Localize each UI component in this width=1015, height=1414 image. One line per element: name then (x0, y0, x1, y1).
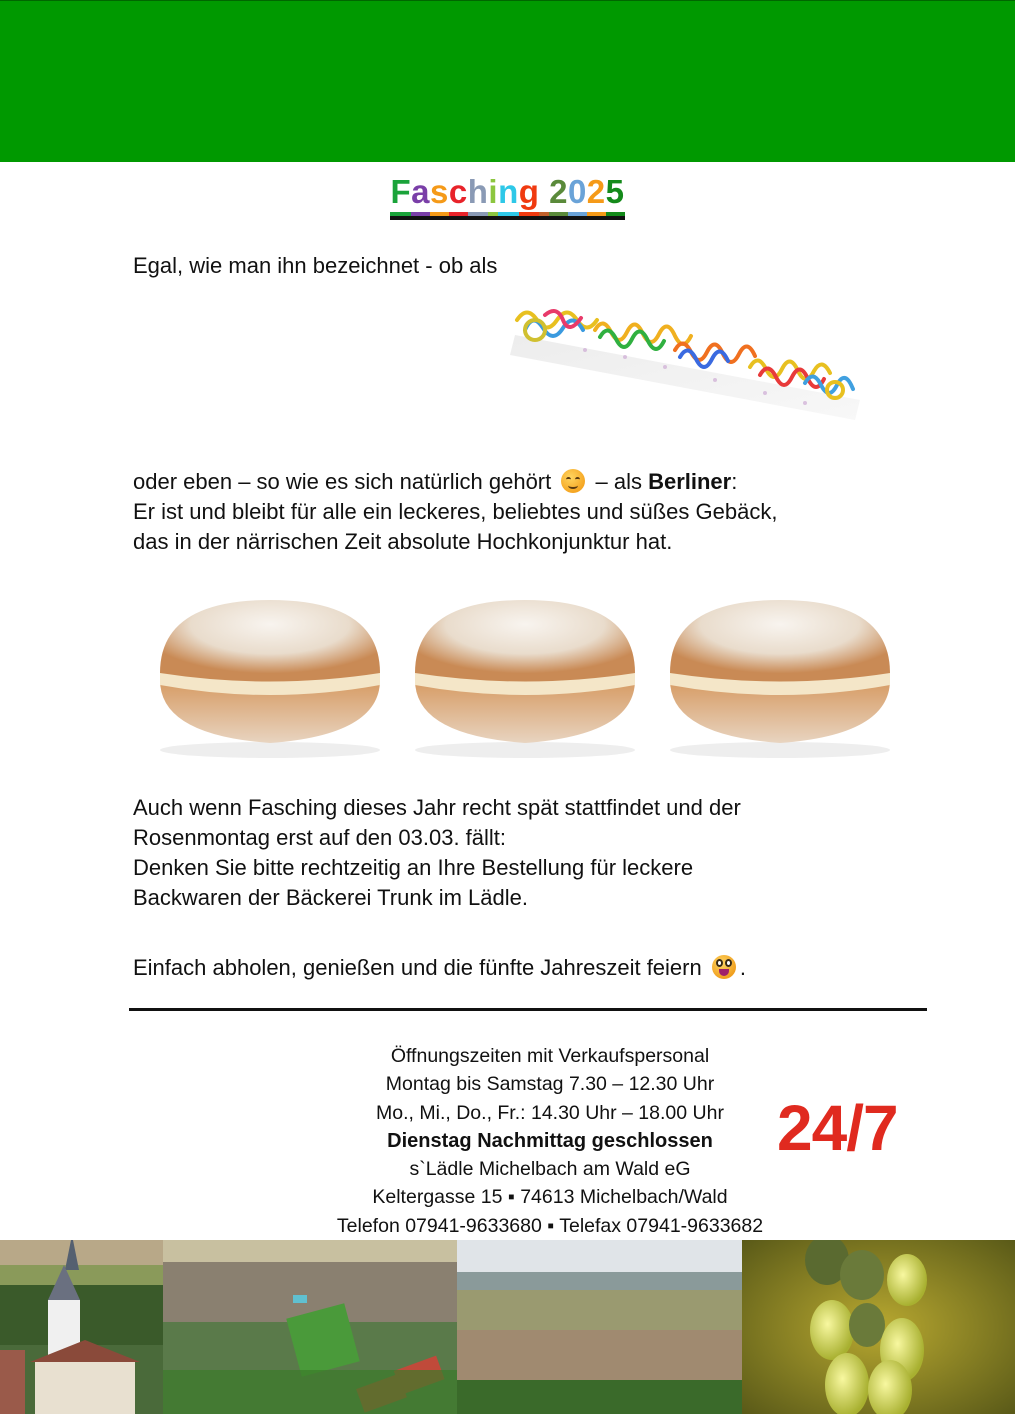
grapes-photo (742, 1240, 1015, 1414)
berliner-image (145, 585, 395, 760)
text-line: Denken Sie bitte rechtzeitig an Ihre Bestellung für leckere (133, 855, 694, 880)
berliner-images (145, 585, 905, 765)
title-letter: 0 (568, 172, 587, 216)
berliner-image (400, 585, 650, 760)
title-letter: 5 (606, 172, 625, 216)
title-letter: s (430, 172, 449, 216)
text-segment: oder eben – so wie es sich natürlich gehört (133, 469, 552, 494)
text-segment: : (731, 469, 738, 494)
address: Keltergasse 15 ▪ 74613 Michelbach/Wald (372, 1186, 728, 1209)
title-letter: F (390, 172, 411, 216)
page-title (0, 172, 1015, 220)
title-letter: h (468, 172, 489, 216)
title-letter: 2 (549, 172, 568, 216)
title-letter: i (488, 172, 498, 216)
berliner-bold: Berliner (648, 469, 732, 494)
text-line: Rosenmontag erst auf den 03.03. fällt: (133, 825, 507, 850)
streamer-image (505, 295, 870, 425)
opening-hours-line: Mo., Mi., Do., Fr.: 14.30 Uhr – 18.00 Uhr (376, 1101, 724, 1124)
title-letter: g (519, 172, 540, 216)
church-photo (0, 1240, 163, 1414)
title-letter: 2 (587, 172, 606, 216)
header-banner (0, 0, 1015, 162)
intro-text: Egal, wie man ihn bezeichnet - ob als (133, 253, 498, 278)
berliner-paragraph (133, 467, 777, 557)
order-reminder-paragraph (133, 793, 741, 913)
photo-strip (0, 1240, 1015, 1414)
text-segment: Einfach abholen, genießen und die fünfte Jahreszeit feiern (133, 955, 702, 980)
open-24-7-badge: 24/7 (777, 1092, 898, 1164)
closed-notice: Dienstag Nachmittag geschlossen (387, 1129, 713, 1152)
text-line: Auch wenn Fasching dieses Jahr recht spät stattfindet und der (133, 795, 741, 820)
grinning-face-emoji-icon (712, 955, 736, 979)
smiling-face-emoji-icon (561, 469, 585, 493)
aerial-village-photo (163, 1240, 457, 1414)
text-line: Backwaren der Bäckerei Trunk im Lädle. (133, 885, 528, 910)
text-segment: – als (589, 469, 649, 494)
closing-paragraph (133, 953, 746, 983)
title-letter: c (449, 172, 468, 216)
phone-fax: Telefon 07941-9633680 ▪ Telefax 07941-9633682 (336, 1214, 764, 1237)
title-letter: n (498, 172, 519, 216)
village-panorama-photo (457, 1240, 742, 1414)
company-name: s`Lädle Michelbach am Wald eG (409, 1158, 691, 1181)
divider (129, 1008, 927, 1011)
opening-hours-line: Montag bis Samstag 7.30 – 12.30 Uhr (385, 1073, 715, 1096)
title-letter (539, 172, 549, 216)
text-segment: . (739, 955, 746, 980)
text-line: das in der närrischen Zeit absolute Hochkonjunktur hat. (133, 529, 673, 554)
opening-hours-title: Öffnungszeiten mit Verkaufspersonal (390, 1045, 710, 1067)
berliner-image (655, 585, 905, 760)
text-line: Er ist und bleibt für alle ein leckeres, beliebtes und süßes Gebäck, (133, 499, 778, 524)
store-info (250, 1042, 850, 1268)
title-letter: a (411, 172, 430, 216)
